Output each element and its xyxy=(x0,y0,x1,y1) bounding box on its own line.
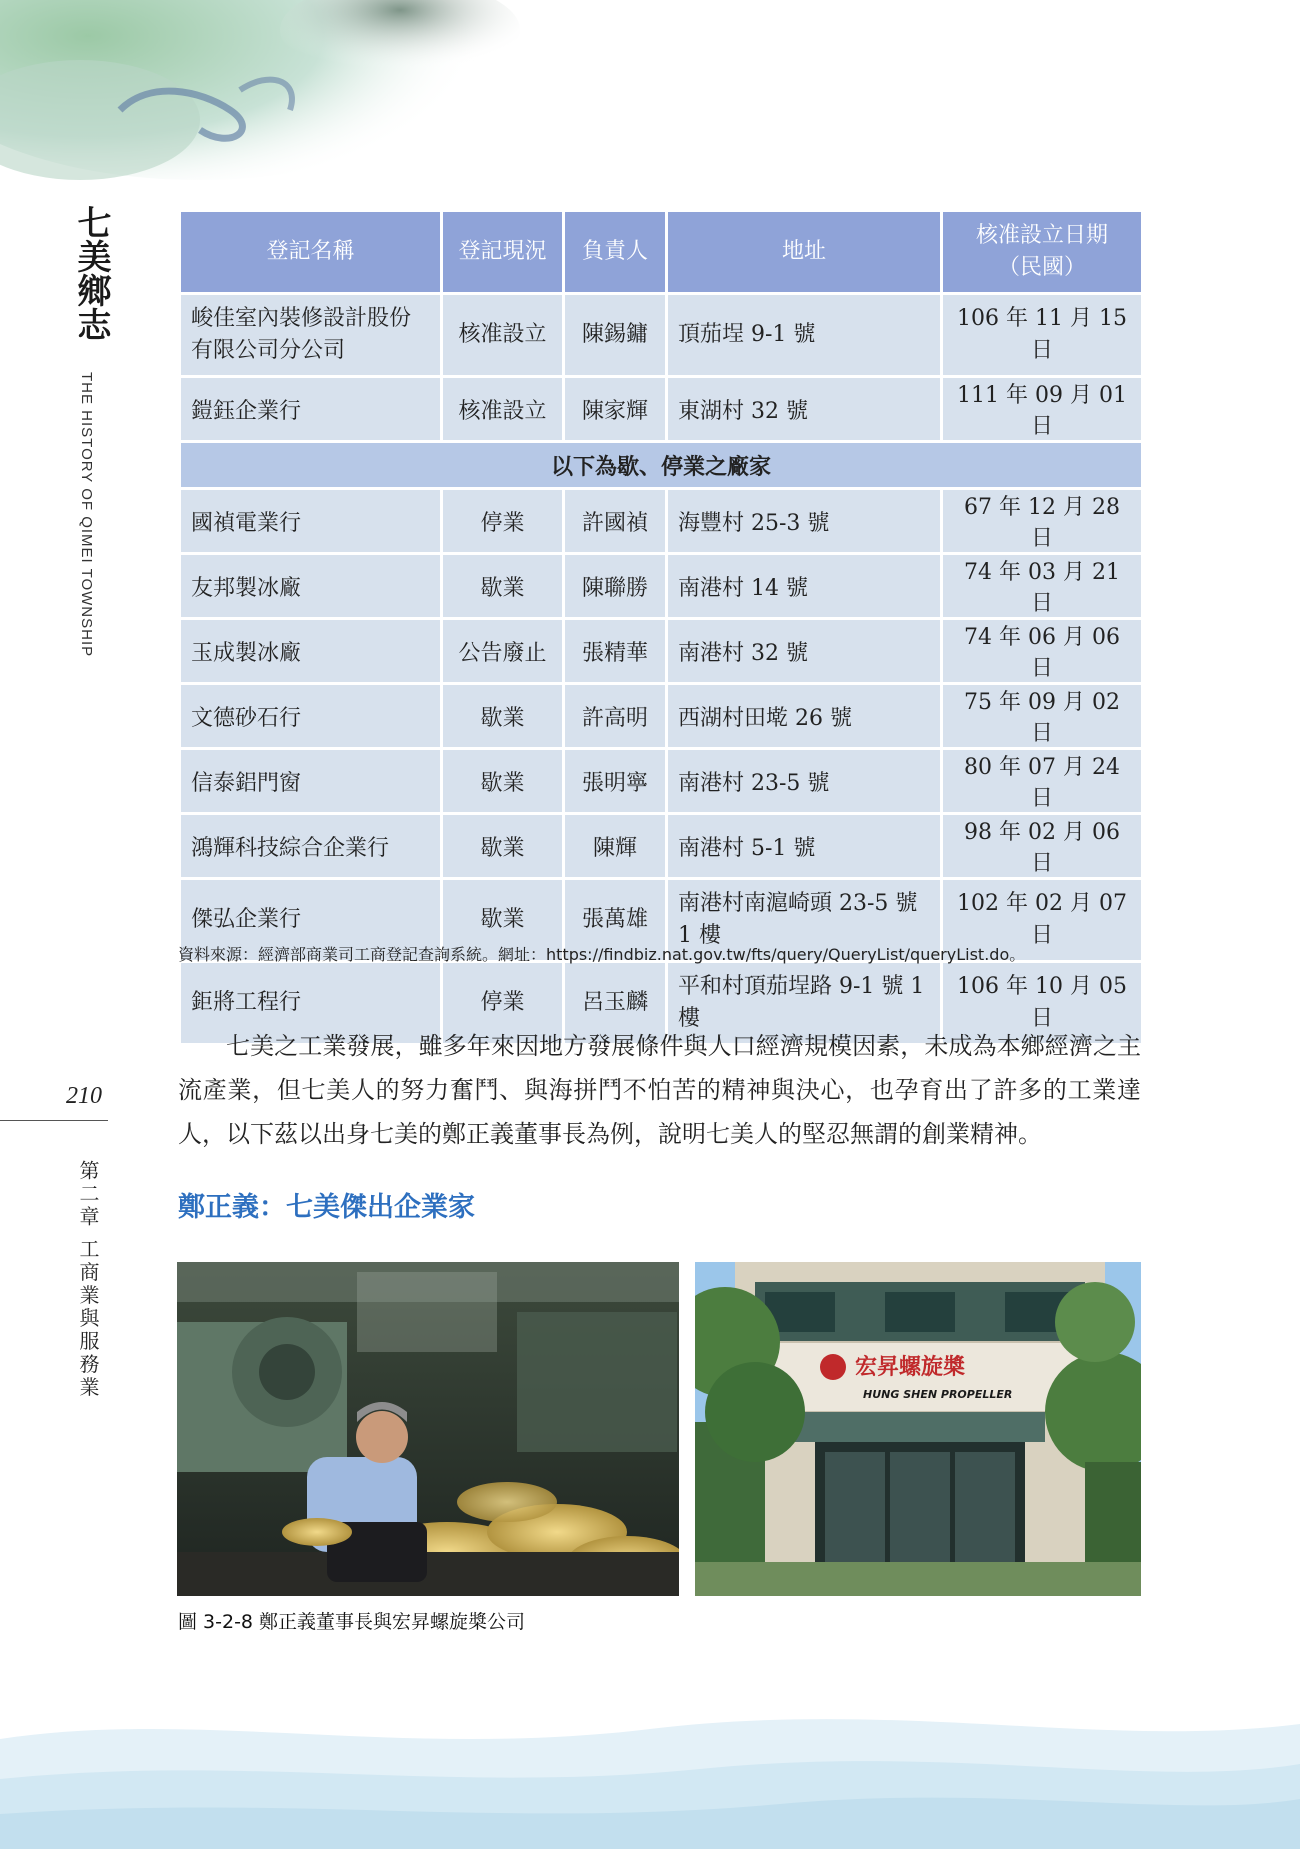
cell-owner: 陳輝 xyxy=(565,815,665,877)
cell-status: 核准設立 xyxy=(443,378,562,440)
page-number: 210 xyxy=(66,1083,102,1109)
table-row xyxy=(181,685,1141,747)
chapter-title: 第二章 工商業與服務業 xyxy=(76,1160,100,1400)
book-title-vertical xyxy=(72,205,112,341)
cell-name: 鴻輝科技綜合企業行 xyxy=(181,815,440,877)
cell-name: 國禎電業行 xyxy=(181,490,440,552)
cell-date: 98 年 02 月 06 日 xyxy=(943,815,1141,877)
cell-status: 停業 xyxy=(443,963,562,1043)
header-date: 核准設立日期 （民國） xyxy=(943,212,1141,292)
cell-owner: 張明寧 xyxy=(565,750,665,812)
table-row xyxy=(181,555,1141,617)
cell-status: 歇業 xyxy=(443,750,562,812)
cell-status: 停業 xyxy=(443,490,562,552)
cell-address: 南港村 5-1 號 xyxy=(668,815,940,877)
body-paragraph: 七美之工業發展，雖多年來因地方發展條件與人口經濟規模因素，未成為本鄉經濟之主流產業，但七美人的努力奮鬥、與海拼鬥不怕苦的精神與決心，也孕育出了許多的工業達人，以下茲以出身七美的鄭正義董事長為例，說明七美人的堅忍無謂的創業精神。 xyxy=(178,1032,1141,1148)
cell-name: 信泰鋁門窗 xyxy=(181,750,440,812)
table-row xyxy=(181,378,1141,440)
cell-name: 文德砂石行 xyxy=(181,685,440,747)
cell-date: 80 年 07 月 24 日 xyxy=(943,750,1141,812)
bottom-wave-decoration xyxy=(0,1699,1300,1849)
cell-name: 玉成製冰廠 xyxy=(181,620,440,682)
book-title: 七美鄉志 xyxy=(71,205,111,341)
header-status: 登記現況 xyxy=(443,212,562,292)
figure-caption: 圖 3-2-8 鄭正義董事長與宏昇螺旋槳公司 xyxy=(178,1611,526,1633)
cell-name: 傑弘企業行 xyxy=(181,880,440,960)
cell-address: 南港村 23-5 號 xyxy=(668,750,940,812)
section-label: 以下為歇、停業之廠家 xyxy=(181,443,1141,487)
cell-date: 102 年 02 月 07 日 xyxy=(943,880,1141,960)
header-owner: 負責人 xyxy=(565,212,665,292)
section-heading: 鄭正義：七美傑出企業家 xyxy=(178,1192,475,1223)
table-section-row xyxy=(181,443,1141,487)
book-english-title: THE HISTORY OF QIMEI TOWNSHIP xyxy=(78,372,95,658)
cell-date: 67 年 12 月 28 日 xyxy=(943,490,1141,552)
table-row xyxy=(181,620,1141,682)
cell-name: 鉅將工程行 xyxy=(181,963,440,1043)
cell-owner: 陳聯勝 xyxy=(565,555,665,617)
business-registration-table xyxy=(178,209,1144,1046)
cell-owner: 許國禎 xyxy=(565,490,665,552)
table-header-row xyxy=(181,212,1141,292)
cell-date: 74 年 03 月 21 日 xyxy=(943,555,1141,617)
cell-name: 鎧鈺企業行 xyxy=(181,378,440,440)
cell-date: 74 年 06 月 06 日 xyxy=(943,620,1141,682)
cell-owner: 許高明 xyxy=(565,685,665,747)
cell-owner: 陳錫鏞 xyxy=(565,295,665,375)
table-row xyxy=(181,750,1141,812)
cell-owner: 張萬雄 xyxy=(565,880,665,960)
cell-name: 峻佳室內裝修設計股份有限公司分公司 xyxy=(181,295,440,375)
header-name: 登記名稱 xyxy=(181,212,440,292)
cell-owner: 張精華 xyxy=(565,620,665,682)
cell-status: 歇業 xyxy=(443,685,562,747)
cell-owner: 呂玉麟 xyxy=(565,963,665,1043)
cell-address: 平和村頂茄埕路 9-1 號 1 樓 xyxy=(668,963,940,1043)
company-logo-icon xyxy=(820,1354,846,1380)
cell-status: 核准設立 xyxy=(443,295,562,375)
cell-name: 友邦製冰廠 xyxy=(181,555,440,617)
cell-address: 南港村 14 號 xyxy=(668,555,940,617)
cell-address: 頂茄埕 9-1 號 xyxy=(668,295,940,375)
cell-status: 歇業 xyxy=(443,555,562,617)
building-sign-chinese: 宏昇螺旋槳 xyxy=(855,1355,966,1380)
cell-date: 75 年 09 月 02 日 xyxy=(943,685,1141,747)
cell-status: 公告廢止 xyxy=(443,620,562,682)
table-row xyxy=(181,815,1141,877)
top-watercolor-decoration xyxy=(0,0,560,200)
photo-company-building xyxy=(695,1262,1141,1596)
side-divider xyxy=(0,1120,108,1121)
cell-status: 歇業 xyxy=(443,815,562,877)
cell-date: 106 年 10 月 05 日 xyxy=(943,963,1141,1043)
cell-date: 106 年 11 月 15 日 xyxy=(943,295,1141,375)
cell-status: 歇業 xyxy=(443,880,562,960)
table-source-note: 資料來源：經濟部商業司工商登記查詢系統。網址：https://findbiz.nat.gov.tw/fts/query/QueryList/queryList.do。 xyxy=(178,945,1026,964)
building-sign-english: HUNG SHEN PROPELLER xyxy=(863,1388,1013,1401)
cell-address: 南港村南滬崎頭 23-5 號 1 樓 xyxy=(668,880,940,960)
cell-address: 西湖村田墘 26 號 xyxy=(668,685,940,747)
cell-address: 南港村 32 號 xyxy=(668,620,940,682)
cell-date: 111 年 09 月 01 日 xyxy=(943,378,1141,440)
cell-address: 東湖村 32 號 xyxy=(668,378,940,440)
header-address: 地址 xyxy=(668,212,940,292)
cell-address: 海豐村 25-3 號 xyxy=(668,490,940,552)
table-row xyxy=(181,295,1141,375)
cell-owner: 陳家輝 xyxy=(565,378,665,440)
table-row xyxy=(181,490,1141,552)
photo-chairman-factory xyxy=(177,1262,679,1596)
